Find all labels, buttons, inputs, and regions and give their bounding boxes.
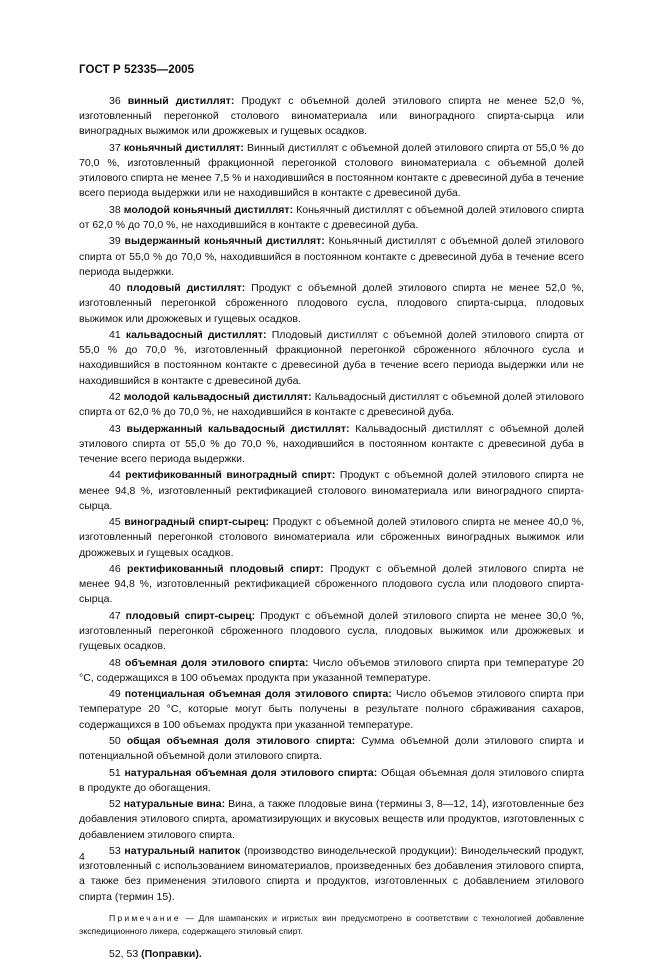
term-entry bbox=[79, 281, 584, 327]
note-label: Примечание bbox=[109, 912, 181, 923]
term-number: 40 bbox=[109, 282, 121, 295]
term-title: плодовый дистиллят: bbox=[126, 282, 246, 295]
term-definition: Продукт с объемной долей этилового спирта не менее 30,0 %, изготовленный перегонкой сброженного плодового сусла, плодовых выжимок или дрожжевых и гущевых осадков. bbox=[79, 609, 584, 653]
term-title: потенциальная объемная доля этилового спирта: bbox=[124, 688, 392, 701]
term-definition: Вина, а также плодовые вина (термины 3, 8—12, 14), изготовленные без добавления этилового спирта, ароматизирующих и вкусовых веществ или продуктов, изготовленных с добавлением этилового спирта. bbox=[79, 798, 584, 841]
term-number: 37 bbox=[109, 141, 121, 154]
term-definition: Коньячный дистиллят с объемной долей этилового спирта от 62,0 % до 70,0 %, не находившийся в контакте с древесиной дуба. bbox=[79, 203, 584, 231]
term-title: молодой кальвадосный дистиллят: bbox=[123, 390, 312, 403]
term-entry bbox=[79, 390, 584, 420]
term-entry bbox=[79, 734, 584, 764]
term-definition: (производство винодельческой продукции): Винодельческий продукт, изготовленный с использованием виноматериалов, произведенных без добавления этилового спирта, а также без применения этилового спирта и продуктов, изготовленных с добавлением этилового спирта (термин 15). bbox=[79, 844, 585, 903]
term-entry bbox=[79, 468, 584, 514]
term-number: 50 bbox=[109, 734, 121, 747]
term-title: общая объемная доля этилового спирта: bbox=[126, 734, 356, 747]
term-entry bbox=[79, 562, 584, 608]
term-title: ректификованный плодовый спирт: bbox=[126, 562, 324, 575]
term-title: выдержанный коньячный дистиллят: bbox=[124, 235, 325, 248]
term-definition: Винный дистиллят с объемной долей этилового спирта от 55,0 % до 70,0 %, изготовленный фракционной перегонкой столового виноматериала с объемной долей этилового спирта не менее 7,5 % и находившийся в постоянном контакте с древесиной дуба в течение всего периода выдержки или не находившийся в контакте с древесиной дуба. bbox=[79, 141, 584, 200]
term-entry bbox=[79, 203, 584, 233]
term-definition: Кальвадосный дистиллят с объемной долей этилового спирта от 62,0 % до 70,0 %, не находившийся в контакте с древесиной дуба. bbox=[79, 390, 585, 419]
term-number: 36 bbox=[109, 95, 121, 107]
term-title: коньячный дистиллят: bbox=[123, 141, 244, 154]
term-number: 43 bbox=[109, 422, 121, 435]
amendment-line bbox=[79, 947, 584, 962]
page-header: ГОСТ Р 52335—2005 bbox=[79, 64, 195, 76]
term-title: ректификованный виноградный спирт: bbox=[125, 469, 336, 482]
term-entry bbox=[79, 234, 584, 280]
term-title: выдержанный кальвадосный дистиллят: bbox=[126, 422, 350, 435]
note-text: — Для шампанских и игристых вин предусмотрено в соответствии с технологией добавление экспедиционного ликера, содержащего этиловый спирт. bbox=[79, 912, 584, 936]
term-entry bbox=[79, 797, 584, 843]
term-definition: Продукт с объемной долей этилового спирта не менее 94,8 %, изготовленный ректификацией сброженного плодового сусла или плодового спирта-сырца. bbox=[79, 562, 585, 606]
term-entry bbox=[79, 609, 584, 655]
term-title: кальвадосный дистиллят: bbox=[125, 328, 267, 341]
term-number: 44 bbox=[109, 469, 121, 482]
term-number: 46 bbox=[109, 562, 121, 575]
term-number: 52 bbox=[109, 798, 121, 811]
term-entry bbox=[79, 141, 584, 202]
term-title: натуральный напиток bbox=[124, 844, 241, 857]
term-definition: Коньячный дистиллят с объемной долей этилового спирта от 55,0 % до 70,0 %, находившийся в постоянном контакте с древесиной дуба в течение всего периода выдержки. bbox=[79, 235, 584, 278]
term-definition: Общая объемная доля этилового спирта в продукте до обогащения. bbox=[79, 766, 584, 794]
term-definition: Продукт с объемной долей этилового спирта не менее 94,8 %, изготовленный ректификацией столового виноматериала или виноградного спирта-сырца. bbox=[79, 469, 585, 512]
term-number: 42 bbox=[109, 390, 121, 403]
term-definition: Продукт с объемной долей этилового спирта не менее 40,0 %, изготовленный перегонкой столового виноматериала или сброженных виноградных выжимок или дрожжевых и гущевых осадков. bbox=[79, 516, 585, 559]
term-entry bbox=[79, 422, 584, 468]
term-title: натуральные вина: bbox=[123, 798, 226, 811]
term-title: молодой коньячный дистиллят: bbox=[123, 203, 294, 216]
term-entry bbox=[79, 844, 584, 905]
term-number: 41 bbox=[109, 328, 121, 341]
term-number: 38 bbox=[109, 203, 121, 216]
term-entry bbox=[79, 94, 584, 140]
term-definition: Продукт с объемной долей этилового спирта не менее 52,0 %, изготовленный перегонкой сброженного плодового сусла, плодового спирта-сырца, плодовых выжимок или дрожжевых и гущевых осадков. bbox=[79, 282, 585, 325]
term-number: 45 bbox=[109, 516, 121, 529]
term-definition: Число объемов этилового спирта при температуре 20 °С, которые могут быть получены в результате полного сбраживания сахаров, содержащихся в 100 объемах продукта при указанной температуре. bbox=[79, 688, 585, 731]
term-entry bbox=[79, 656, 584, 686]
term-title: натуральная объемная доля этилового спирта: bbox=[124, 766, 378, 779]
term-definition: Плодовый дистиллят с объемной долей этилового спирта от 55,0 % до 70,0 %, изготовленный фракционной перегонкой сброженного яблочного сусла и находившийся в постоянном контакте с древесиной дуба в течение всего периода выдержки или не находившийся в контакте с древесиной дуба. bbox=[79, 328, 585, 387]
term-entry bbox=[79, 328, 584, 389]
amendment-text: (Поправки). bbox=[141, 947, 202, 960]
term-number: 47 bbox=[109, 609, 121, 622]
term-entry bbox=[79, 766, 584, 796]
terms-list bbox=[79, 94, 584, 972]
term-number: 53 bbox=[109, 844, 121, 857]
term-number: 48 bbox=[109, 656, 121, 669]
term-number: 39 bbox=[109, 235, 121, 248]
term-number: 51 bbox=[109, 766, 121, 779]
term-number: 49 bbox=[109, 688, 121, 701]
term-title: виноградный спирт-сырец: bbox=[124, 516, 270, 529]
term-definition: Продукт с объемной долей этилового спирта не менее 52,0 %, изготовленный перегонкой столового виноматериала или виноградного спирта-сырца или виноградных выжимок или дрожжевых и гущевых осадков. bbox=[79, 95, 585, 138]
term-definition: Кальвадосный дистиллят с объемной долей этилового спирта от 55,0 % до 70,0 %, находившийся в постоянном контакте с древесиной дуба в течение всего периода выдержки. bbox=[79, 422, 584, 465]
page-number: 4 bbox=[79, 851, 85, 863]
note bbox=[79, 912, 584, 938]
term-title: винный дистиллят: bbox=[127, 95, 235, 107]
term-title: плодовый спирт-сырец: bbox=[125, 609, 256, 622]
term-definition: Число объемов этилового спирта при температуре 20 °С, содержащихся в 100 объемах продукта при указанной температуре. bbox=[79, 656, 585, 684]
term-title: объемная доля этилового спирта: bbox=[124, 656, 309, 669]
term-entry bbox=[79, 515, 584, 561]
term-entry bbox=[79, 687, 584, 733]
term-definition: Сумма объемной доли этилового спирта и потенциальной объемной доли этилового спирта. bbox=[79, 734, 585, 763]
amendment-numbers: 52, 53 bbox=[109, 947, 139, 960]
